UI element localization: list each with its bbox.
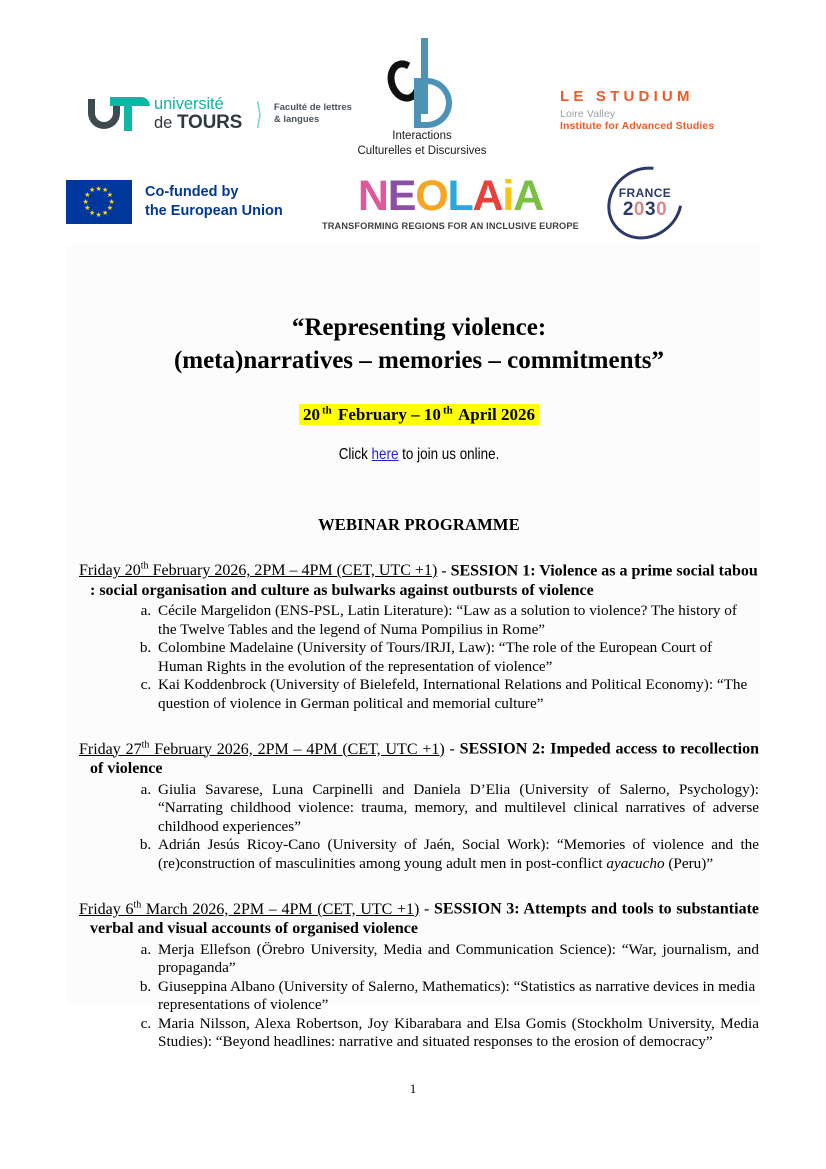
neolaia-letter: A [513,172,544,220]
neolaia-letter: O [415,172,448,220]
eu-cofunded-text [145,183,283,221]
ut-monogram-icon [88,97,150,131]
icd-caption-line1: Interactions [392,130,452,142]
neolaia-wordmark [322,172,579,220]
le-studium-logo [560,88,714,132]
icd-monogram-icon [342,38,502,128]
talk-item: a. Cécile Margelidon (ENS-PSL, Latin Literature): “Law as a solution to violence? The history of the Twelve Tables and the legend of Numa Pompilius in Rome” [155,602,759,639]
eu-text-line2: the European Union [145,203,283,219]
talk-item: c. Maria Nilsson, Alexa Robertson, Joy Kibarabara and Elsa Gomis (Stockholm University, Media Studies): “Beyond headlines: narrative and situated responses to the erosion of democracy” [155,1015,759,1052]
session-title: SESSION 3: Attempts and tools to substantiate verbal and visual accounts of organised violence [90,900,760,938]
icd-caption [342,129,502,158]
neolaia-letter: E [387,172,416,220]
talk-item: b. Giuseppina Albano (University of Salerno, Mathematics): “Statistics as narrative devices in media representations of violence” [155,978,759,1015]
content-panel [68,245,760,1051]
join-prefix-text: Click [338,445,372,463]
eu-star-icon: ★ [95,184,102,193]
france-2030-logo [606,168,688,240]
session-block [79,899,759,1052]
neolaia-tagline: TRANSFORMING REGIONS FOR AN INCLUSIVE EUROPE [322,221,579,231]
eu-text-line1: Co-funded by [145,183,239,200]
session-block [79,561,759,714]
eu-star-icon: ★ [106,204,114,212]
talk-list [79,941,759,1052]
eu-star-icon: ★ [89,208,96,217]
session-title: SESSION 1: Violence as a prime social tabou : social organisation and culture as bulwarks against outbursts of violence [90,561,758,599]
session-heading: Friday 20th February 2026, 2PM – 4PM (CET, UTC +1) - SESSION 1: Violence as a prime social tabou : social organisation and culture as bulwarks against outbursts of violence [79,560,758,599]
neolaia-letter: N [357,172,388,220]
neolaia-letter: L [447,172,473,220]
talk-item: b. Colombine Madelaine (University of Tours/IRJI, Law): “The role of the European Court of Human Rights in the evolution of the representation of violence” [155,639,759,676]
event-date-range [79,404,759,425]
eu-star-icon: ★ [95,210,102,219]
page-title [79,312,759,377]
join-suffix-text: to join us online. [398,445,500,463]
ut-wordmark [154,96,242,133]
session-heading: Friday 27th February 2026, 2PM – 4PM (CET, UTC +1) - SESSION 2: Impeded access to recollection of violence [79,739,760,778]
eu-star-icon: ★ [84,204,91,212]
page-number: 1 [409,1081,417,1096]
session-list [79,561,759,1052]
talk-item: a. Giulia Savarese, Luna Carpinelli and Daniela D’Elia (University of Salerno, Psychology): “Narrating childhood violence: trauma, memory, and multilevel clinical narratives of adverse childhood experiences” [155,781,759,837]
ut-faculty-line1: Faculté de lettres [273,102,352,114]
icd-caption-line2: Culturelles et Discursives [357,144,487,157]
le-studium-loire-valley: Loire Valley [560,108,616,120]
neolaia-letter: i [502,172,514,220]
eu-star-icon: ★ [84,191,91,199]
le-studium-title: LE STUDIUM [560,88,694,105]
page-title-line1: “Representing violence: [291,314,547,341]
session-block [79,739,759,873]
eu-star-icon: ★ [102,208,109,217]
document-content [79,245,759,1052]
icd-logo [342,38,502,158]
eu-star-icon: ★ [102,186,109,195]
eu-flag-icon [66,180,132,224]
talk-item: a. Merja Ellefson (Örebro University, Media and Communication Science): “War, journalism, and propaganda” [155,941,759,978]
talk-item: b. Adrián Jesús Ricoy-Cano (University of Jaén, Social Work): “Memories of violence and the (re)construction of masculinities among young adult men in post-conflict ayacucho (Peru)” [155,836,759,873]
ut-faculty-label [274,102,352,126]
neolaia-logo [322,172,579,231]
eu-star-icon: ★ [89,186,96,195]
ut-line-universite: université [154,95,224,113]
join-here-link[interactable]: here [371,445,399,463]
ut-faculty-line2: & langues [273,114,320,126]
le-studium-institute: Institute for Advanced Studies [560,120,715,132]
session-title: SESSION 2: Impeded access to recollection of violence [90,740,760,778]
talk-item: c. Kai Koddenbrock (University of Bielefeld, International Relations and Political Economy): “The question of violence in German political and memorial culture” [155,676,759,713]
join-online-line [133,446,704,464]
france-2030-label: FRANCE [618,186,672,200]
eu-cofunded-logo [66,180,283,224]
ut-line-de-tours: de TOURS [154,112,243,134]
session-datetime: Friday 6th March 2026, 2PM – 4PM (CET, UTC +1) [79,899,420,918]
eu-star-icon: ★ [108,197,115,206]
talk-list [79,781,759,874]
session-datetime: Friday 20th February 2026, 2PM – 4PM (CET, UTC +1) [79,560,438,579]
session-heading: Friday 6th March 2026, 2PM – 4PM (CET, UTC +1) - SESSION 3: Attempts and tools to substantiate verbal and visual accounts of organised violence [79,899,760,938]
logo-band [0,0,826,245]
france-2030-number: 2030 [622,199,668,220]
programme-heading: WEBINAR PROGRAMME [318,514,520,534]
ut-divider-icon: ⟩ [255,97,263,131]
neolaia-letter: A [472,172,503,220]
page-title-line2: (meta)narratives – memories – commitments” [173,346,665,374]
talk-list [79,602,759,713]
universite-de-tours-logo [88,96,352,133]
session-datetime: Friday 27th February 2026, 2PM – 4PM (CET, UTC +1) [79,739,445,758]
eu-star-icon: ★ [82,197,89,206]
eu-star-icon: ★ [106,191,114,199]
event-date-highlight: 20 $^{th}$ February – 10 $^{th}$ April 2026 [299,404,539,425]
